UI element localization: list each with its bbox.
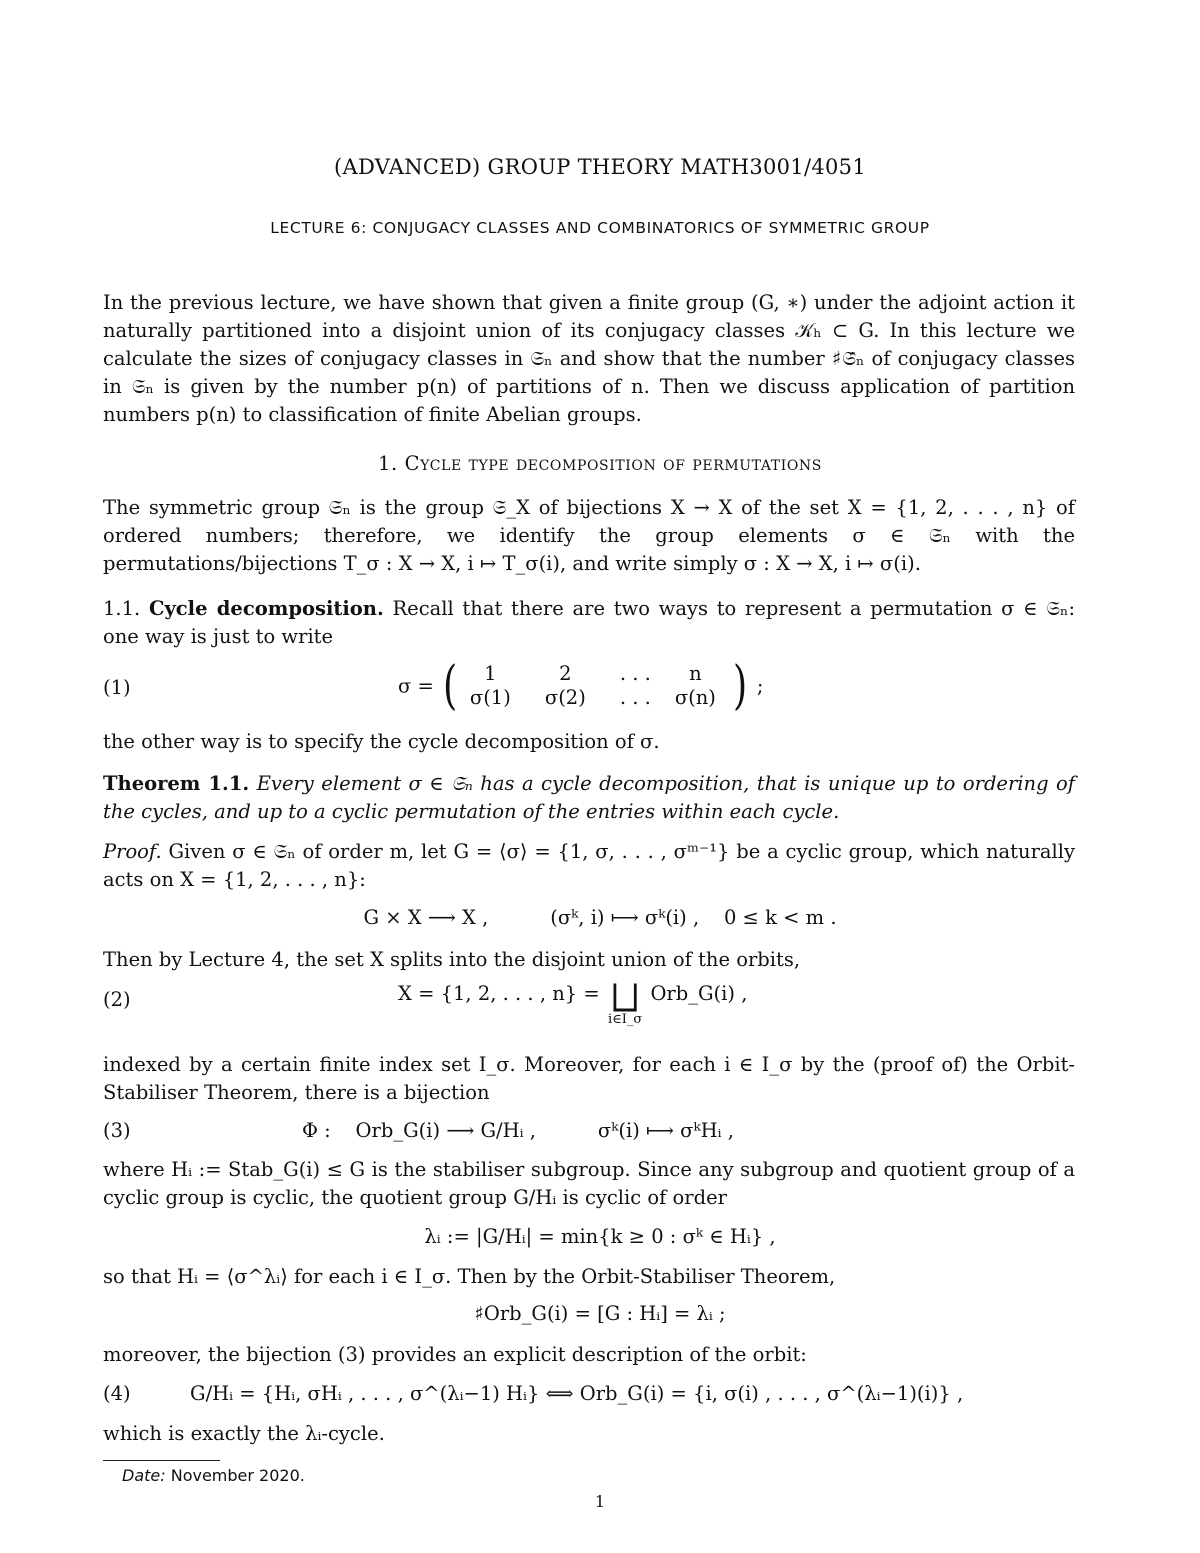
matrix-cell: 2	[559, 662, 572, 685]
proof-label: Proof.	[103, 840, 162, 863]
disjoint-union	[607, 977, 643, 1028]
equation-3-body: Φ : Orb_G(i) ⟶ G/Hᵢ , σᵏ(i) ⟼ σᵏHᵢ ,	[302, 1119, 734, 1142]
footnote	[122, 1466, 305, 1485]
permutation-matrix	[398, 656, 764, 716]
footnote-rule	[103, 1460, 220, 1461]
equation-4-body: G/Hᵢ = {Hᵢ, σHᵢ , . . . , σ^(λᵢ−1) Hᵢ} ⟺ Orb_G(i) = {i, σ(i) , . . . , σ^(λᵢ−1)(i)} ,	[190, 1382, 964, 1405]
subsection-title: Cycle decomposition.	[148, 597, 384, 620]
after-equation-3: where Hᵢ := Stab_G(i) ≤ G is the stabiliser subgroup. Since any subgroup and quotient group of a cyclic group is cyclic, the quotient group G/Hᵢ is cyclic of order	[103, 1158, 1075, 1209]
matrix-cell: . . .	[619, 686, 651, 709]
moreover-paragraph: moreover, the bijection (3) provides an explicit description of the orbit:	[103, 1343, 807, 1366]
matrix-cell: . . .	[619, 662, 651, 685]
closing-paragraph: which is exactly the λᵢ-cycle.	[103, 1422, 385, 1445]
proof-text: Given σ ∈ 𝔖ₙ of order m, let G = ⟨σ⟩ = {1, σ, . . . , σᵐ⁻¹} be a cyclic group, which naturally acts on X = {1, 2, . . . , n}:	[103, 840, 1076, 891]
subsection-number: 1.1.	[103, 597, 141, 620]
lecture-subtitle: LECTURE 6: CONJUGACY CLASSES AND COMBINATORICS OF SYMMETRIC GROUP	[270, 219, 930, 237]
footnote-label: Date:	[122, 1466, 166, 1485]
equation-2-rhs: Orb_G(i) ,	[650, 982, 748, 1005]
matrix-lhs: σ =	[398, 674, 434, 698]
matrix-cell: σ(2)	[544, 686, 586, 709]
disjoint-union-symbol: ⨆	[611, 977, 639, 1017]
right-paren: )	[733, 656, 748, 716]
proof-block	[103, 838, 1075, 894]
theorem-text: Every element σ ∈ 𝔖ₙ has a cycle decomposition, that is unique up to ordering of the cycles, and up to a cyclic permutation of the entries within each cycle.	[103, 772, 1075, 823]
subsection-paragraph	[103, 595, 1075, 651]
matrix-cell: σ(n)	[674, 686, 716, 709]
orbits-paragraph: Then by Lecture 4, the set X splits into the disjoint union of the orbits,	[103, 948, 801, 971]
equation-1	[0, 656, 1200, 716]
matrix	[440, 656, 751, 716]
after-equation-2: indexed by a certain finite index set I_σ. Moreover, for each i ∈ I_σ by the (proof of) the Orbit-Stabiliser Theorem, there is a bijection	[103, 1053, 1075, 1104]
action-equation: G × X ⟶ X , (σᵏ, i) ⟼ σᵏ(i) , 0 ≤ k < m .	[363, 906, 837, 929]
equation-label: (4)	[103, 1382, 131, 1405]
theorem-label: Theorem 1.1.	[103, 772, 250, 795]
lambda-equation: λᵢ := |G/Hᵢ| = min{k ≥ 0 : σᵏ ∈ Hᵢ} ,	[424, 1225, 776, 1248]
page-number: 1	[594, 1492, 606, 1511]
theorem-block	[103, 770, 1075, 826]
section-heading: 1. Cycle type decomposition of permutations	[378, 452, 822, 475]
subsection-text: Recall that there are two ways to represent a permutation σ ∈ 𝔖ₙ: one way is just to write	[103, 597, 1076, 648]
equation-label: (1)	[103, 676, 131, 699]
orbit-size-equation: ♯Orb_G(i) = [G : Hᵢ] = λᵢ ;	[474, 1302, 726, 1325]
intro-paragraph: In the previous lecture, we have shown that given a finite group (G, ∗) under the adjoint action it naturally partitioned into a disjoint union of its conjugacy classes 𝒦ₕ ⊂ G. In this lecture we calculate the sizes of conjugacy classes in 𝔖ₙ and show that the number ♯𝔖̂ₙ of conjugacy classes in 𝔖ₙ is given by the number p(n) of partitions of n. Then we discuss application of partition numbers p(n) to classification of finite Abelian groups.	[103, 291, 1075, 426]
equation-label: (2)	[103, 988, 131, 1011]
document-title: (ADVANCED) GROUP THEORY MATH3001/4051	[334, 155, 866, 179]
equation-2-lhs: X = {1, 2, . . . , n} =	[398, 982, 600, 1005]
matrix-tail: ;	[756, 674, 764, 698]
section-paragraph: The symmetric group 𝔖ₙ is the group 𝔖_X of bijections X → X of the set X = {1, 2, . . . , n} of ordered numbers; therefore, we identify the group elements σ ∈ 𝔖ₙ with the permutations/bijections T_σ : X → X, i ↦ T_σ(i), and write simply σ : X → X, i ↦ σ(i).	[103, 496, 1075, 575]
so-that-paragraph: so that Hᵢ = ⟨σ^λᵢ⟩ for each i ∈ I_σ. Then by the Orbit-Stabiliser Theorem,	[103, 1265, 836, 1288]
equation-label: (3)	[103, 1119, 131, 1142]
matrix-cell: n	[689, 662, 702, 685]
matrix-grid	[460, 662, 730, 710]
equation-2-body	[398, 977, 748, 1028]
matrix-cell: 1	[484, 662, 497, 685]
footnote-text: November 2020.	[170, 1466, 305, 1485]
matrix-cell: σ(1)	[469, 686, 511, 709]
equation-2	[0, 977, 1200, 1040]
left-paren: (	[443, 656, 458, 716]
union-index: i∈I_σ	[607, 1012, 643, 1027]
after-equation-1: the other way is to specify the cycle decomposition of σ.	[103, 730, 660, 753]
